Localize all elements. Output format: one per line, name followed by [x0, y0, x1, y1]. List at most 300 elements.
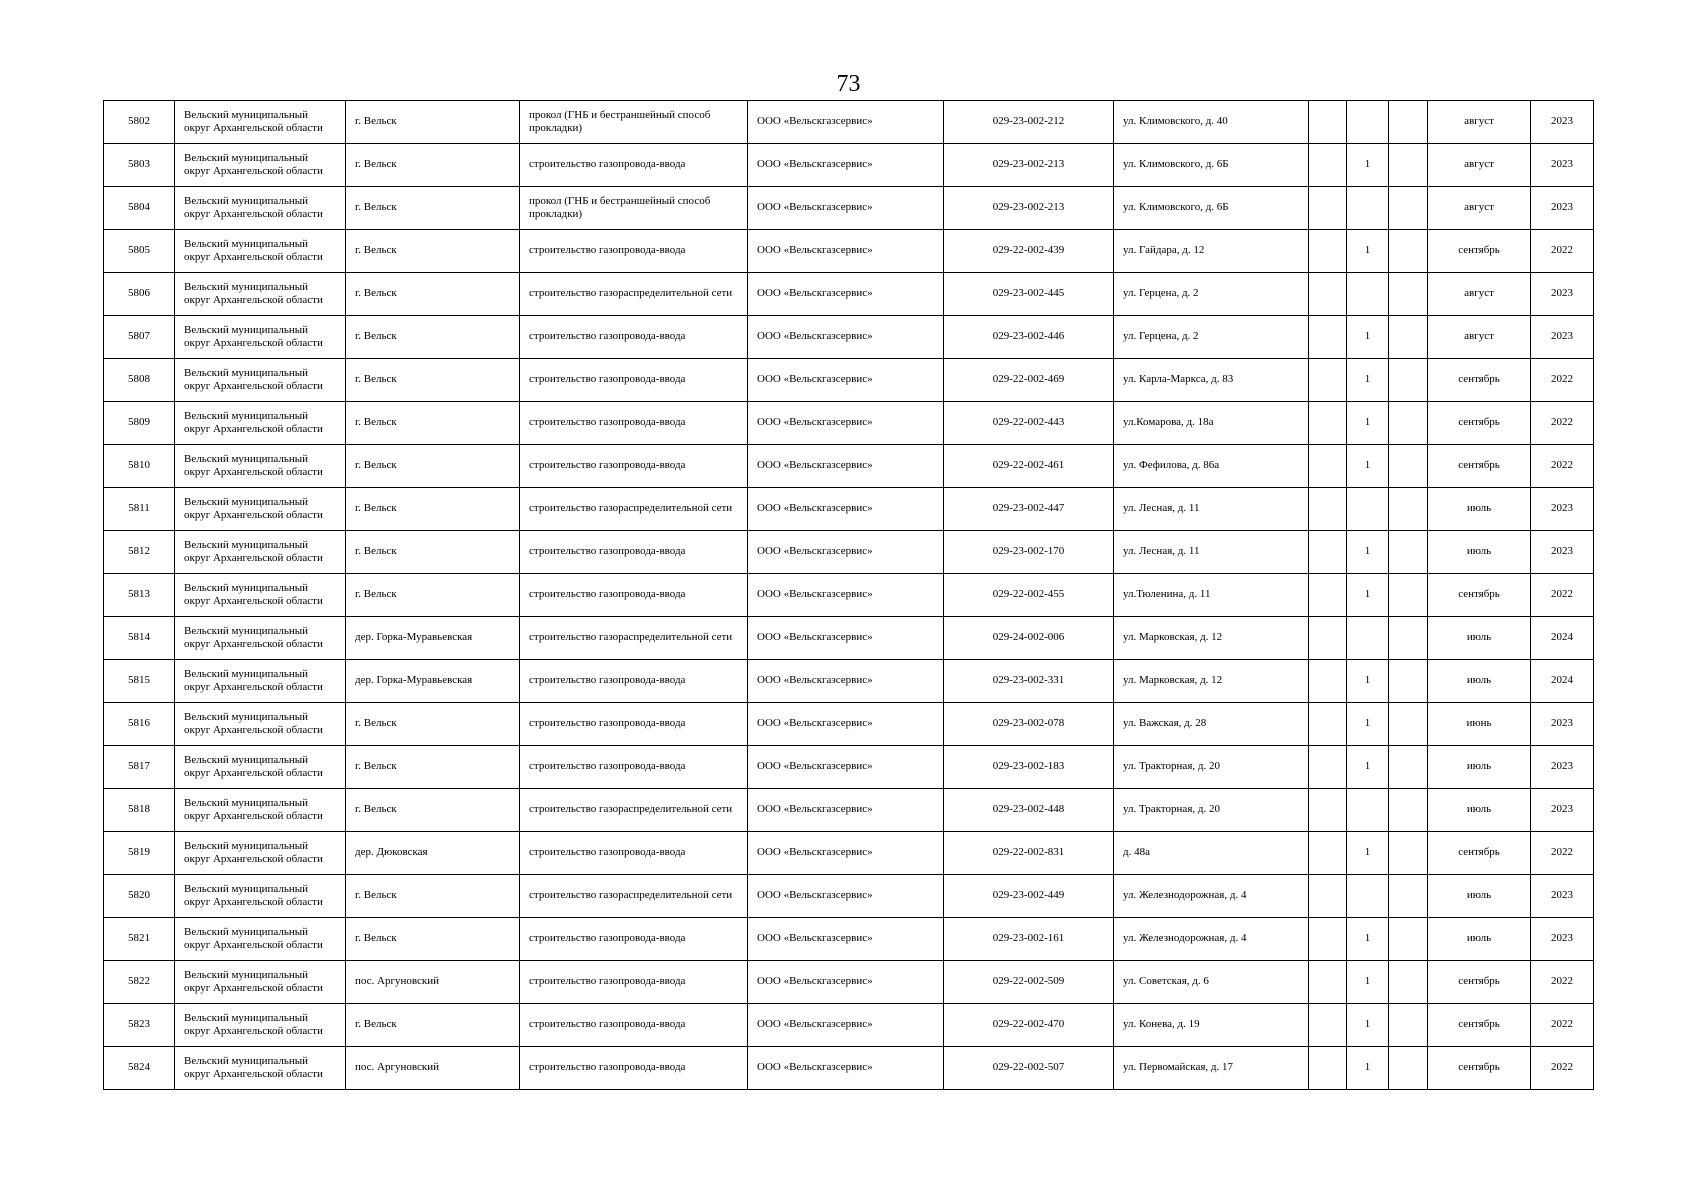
locality-cell: дер. Дюковская: [346, 832, 520, 875]
object-code-cell: 029-23-002-447: [944, 488, 1114, 531]
empty-cell: [1309, 875, 1347, 918]
locality-cell: дер. Горка-Муравьевская: [346, 617, 520, 660]
object-code-cell: 029-22-002-831: [944, 832, 1114, 875]
empty-cell: [1309, 101, 1347, 144]
count-cell: 1: [1347, 359, 1389, 402]
year-cell: 2022: [1531, 445, 1594, 488]
count-cell: 1: [1347, 832, 1389, 875]
locality-cell: г. Вельск: [346, 402, 520, 445]
table-row: [104, 918, 1594, 961]
work-type-cell: строительство газопровода-ввода: [520, 402, 748, 445]
row-number-cell: 5816: [104, 703, 175, 746]
locality-cell: пос. Аргуновский: [346, 961, 520, 1004]
row-number-cell: 5808: [104, 359, 175, 402]
table-row: [104, 1004, 1594, 1047]
year-cell: 2023: [1531, 187, 1594, 230]
year-cell: 2023: [1531, 789, 1594, 832]
municipality-cell: Вельский муниципальный округ Архангельской области: [175, 703, 346, 746]
organization-cell: ООО «Вельскгазсервис»: [748, 273, 944, 316]
work-type-cell: строительство газораспределительной сети: [520, 875, 748, 918]
organization-cell: ООО «Вельскгазсервис»: [748, 359, 944, 402]
table-row: [104, 574, 1594, 617]
year-cell: 2023: [1531, 746, 1594, 789]
row-number-cell: 5805: [104, 230, 175, 273]
year-cell: 2023: [1531, 316, 1594, 359]
row-number-cell: 5818: [104, 789, 175, 832]
year-cell: 2022: [1531, 1047, 1594, 1090]
municipality-cell: Вельский муниципальный округ Архангельской области: [175, 832, 346, 875]
locality-cell: г. Вельск: [346, 703, 520, 746]
work-type-cell: строительство газораспределительной сети: [520, 789, 748, 832]
locality-cell: г. Вельск: [346, 273, 520, 316]
municipality-cell: Вельский муниципальный округ Архангельской области: [175, 875, 346, 918]
year-cell: 2023: [1531, 918, 1594, 961]
empty-cell: [1389, 789, 1428, 832]
table-row: [104, 316, 1594, 359]
organization-cell: ООО «Вельскгазсервис»: [748, 488, 944, 531]
month-cell: август: [1428, 316, 1531, 359]
object-code-cell: 029-24-002-006: [944, 617, 1114, 660]
municipality-cell: Вельский муниципальный округ Архангельской области: [175, 316, 346, 359]
municipality-cell: Вельский муниципальный округ Архангельской области: [175, 445, 346, 488]
table-row: [104, 789, 1594, 832]
organization-cell: ООО «Вельскгазсервис»: [748, 1047, 944, 1090]
municipality-cell: Вельский муниципальный округ Архангельской области: [175, 144, 346, 187]
month-cell: июнь: [1428, 703, 1531, 746]
empty-cell: [1309, 402, 1347, 445]
month-cell: июль: [1428, 488, 1531, 531]
address-cell: ул. Тракторная, д. 20: [1114, 746, 1309, 789]
work-type-cell: строительство газопровода-ввода: [520, 144, 748, 187]
row-number-cell: 5804: [104, 187, 175, 230]
empty-cell: [1309, 1004, 1347, 1047]
locality-cell: г. Вельск: [346, 316, 520, 359]
row-number-cell: 5813: [104, 574, 175, 617]
empty-cell: [1389, 359, 1428, 402]
locality-cell: г. Вельск: [346, 144, 520, 187]
address-cell: ул. Герцена, д. 2: [1114, 273, 1309, 316]
month-cell: август: [1428, 273, 1531, 316]
year-cell: 2023: [1531, 101, 1594, 144]
row-number-cell: 5819: [104, 832, 175, 875]
count-cell: 1: [1347, 746, 1389, 789]
empty-cell: [1389, 445, 1428, 488]
month-cell: июль: [1428, 875, 1531, 918]
year-cell: 2022: [1531, 230, 1594, 273]
locality-cell: г. Вельск: [346, 488, 520, 531]
table-row: [104, 875, 1594, 918]
empty-cell: [1309, 316, 1347, 359]
table-row: [104, 445, 1594, 488]
object-code-cell: 029-22-002-509: [944, 961, 1114, 1004]
count-cell: 1: [1347, 230, 1389, 273]
address-cell: ул. Первомайская, д. 17: [1114, 1047, 1309, 1090]
month-cell: июль: [1428, 531, 1531, 574]
row-number-cell: 5803: [104, 144, 175, 187]
organization-cell: ООО «Вельскгазсервис»: [748, 445, 944, 488]
municipality-cell: Вельский муниципальный округ Архангельской области: [175, 230, 346, 273]
row-number-cell: 5810: [104, 445, 175, 488]
work-type-cell: строительство газопровода-ввода: [520, 445, 748, 488]
organization-cell: ООО «Вельскгазсервис»: [748, 187, 944, 230]
page-number: 73: [836, 71, 861, 97]
work-type-cell: строительство газопровода-ввода: [520, 230, 748, 273]
organization-cell: ООО «Вельскгазсервис»: [748, 1004, 944, 1047]
row-number-cell: 5809: [104, 402, 175, 445]
locality-cell: г. Вельск: [346, 574, 520, 617]
organization-cell: ООО «Вельскгазсервис»: [748, 316, 944, 359]
work-type-cell: строительство газопровода-ввода: [520, 961, 748, 1004]
address-cell: ул. Гайдара, д. 12: [1114, 230, 1309, 273]
object-code-cell: 029-23-002-331: [944, 660, 1114, 703]
count-cell: 1: [1347, 531, 1389, 574]
row-number-cell: 5802: [104, 101, 175, 144]
count-cell: 1: [1347, 445, 1389, 488]
municipality-cell: Вельский муниципальный округ Архангельской области: [175, 273, 346, 316]
locality-cell: дер. Горка-Муравьевская: [346, 660, 520, 703]
row-number-cell: 5823: [104, 1004, 175, 1047]
empty-cell: [1309, 1047, 1347, 1090]
table-row: [104, 273, 1594, 316]
work-type-cell: прокол (ГНБ и бестраншейный способ прокладки): [520, 187, 748, 230]
locality-cell: г. Вельск: [346, 531, 520, 574]
month-cell: сентябрь: [1428, 832, 1531, 875]
empty-cell: [1309, 531, 1347, 574]
year-cell: 2023: [1531, 875, 1594, 918]
empty-cell: [1389, 488, 1428, 531]
address-cell: ул. Лесная, д. 11: [1114, 531, 1309, 574]
empty-cell: [1309, 832, 1347, 875]
year-cell: 2023: [1531, 273, 1594, 316]
month-cell: сентябрь: [1428, 961, 1531, 1004]
municipality-cell: Вельский муниципальный округ Архангельской области: [175, 187, 346, 230]
address-cell: ул. Марковская, д. 12: [1114, 660, 1309, 703]
object-code-cell: 029-22-002-469: [944, 359, 1114, 402]
organization-cell: ООО «Вельскгазсервис»: [748, 918, 944, 961]
row-number-cell: 5806: [104, 273, 175, 316]
empty-cell: [1389, 402, 1428, 445]
row-number-cell: 5824: [104, 1047, 175, 1090]
address-cell: ул.Комарова, д. 18а: [1114, 402, 1309, 445]
count-cell: 1: [1347, 574, 1389, 617]
organization-cell: ООО «Вельскгазсервис»: [748, 660, 944, 703]
month-cell: август: [1428, 144, 1531, 187]
year-cell: 2022: [1531, 359, 1594, 402]
object-code-cell: 029-23-002-213: [944, 144, 1114, 187]
municipality-cell: Вельский муниципальный округ Архангельской области: [175, 660, 346, 703]
row-number-cell: 5814: [104, 617, 175, 660]
table-row: [104, 359, 1594, 402]
work-type-cell: строительство газораспределительной сети: [520, 617, 748, 660]
empty-cell: [1389, 703, 1428, 746]
table-row: [104, 187, 1594, 230]
month-cell: сентябрь: [1428, 1004, 1531, 1047]
table-row: [104, 402, 1594, 445]
year-cell: 2022: [1531, 832, 1594, 875]
empty-cell: [1389, 832, 1428, 875]
locality-cell: г. Вельск: [346, 187, 520, 230]
address-cell: ул. Карла-Маркса, д. 83: [1114, 359, 1309, 402]
work-type-cell: строительство газопровода-ввода: [520, 746, 748, 789]
locality-cell: г. Вельск: [346, 746, 520, 789]
empty-cell: [1309, 230, 1347, 273]
empty-cell: [1309, 445, 1347, 488]
locality-cell: пос. Аргуновский: [346, 1047, 520, 1090]
empty-cell: [1309, 144, 1347, 187]
year-cell: 2022: [1531, 402, 1594, 445]
locality-cell: г. Вельск: [346, 230, 520, 273]
month-cell: сентябрь: [1428, 230, 1531, 273]
address-cell: ул. Важская, д. 28: [1114, 703, 1309, 746]
month-cell: июль: [1428, 660, 1531, 703]
count-cell: 1: [1347, 1047, 1389, 1090]
count-cell: [1347, 101, 1389, 144]
organization-cell: ООО «Вельскгазсервис»: [748, 574, 944, 617]
object-code-cell: 029-23-002-183: [944, 746, 1114, 789]
empty-cell: [1389, 1004, 1428, 1047]
row-number-cell: 5811: [104, 488, 175, 531]
table-row: [104, 746, 1594, 789]
empty-cell: [1389, 1047, 1428, 1090]
count-cell: 1: [1347, 660, 1389, 703]
work-type-cell: строительство газопровода-ввода: [520, 574, 748, 617]
organization-cell: ООО «Вельскгазсервис»: [748, 531, 944, 574]
municipality-cell: Вельский муниципальный округ Архангельской области: [175, 488, 346, 531]
table-row: [104, 1047, 1594, 1090]
table-row: [104, 101, 1594, 144]
empty-cell: [1309, 187, 1347, 230]
empty-cell: [1309, 746, 1347, 789]
row-number-cell: 5815: [104, 660, 175, 703]
address-cell: ул. Конева, д. 19: [1114, 1004, 1309, 1047]
locality-cell: г. Вельск: [346, 875, 520, 918]
organization-cell: ООО «Вельскгазсервис»: [748, 746, 944, 789]
empty-cell: [1389, 144, 1428, 187]
count-cell: 1: [1347, 918, 1389, 961]
address-cell: ул. Тракторная, д. 20: [1114, 789, 1309, 832]
empty-cell: [1309, 488, 1347, 531]
year-cell: 2022: [1531, 1004, 1594, 1047]
month-cell: июль: [1428, 789, 1531, 832]
count-cell: [1347, 617, 1389, 660]
address-cell: ул. Советская, д. 6: [1114, 961, 1309, 1004]
empty-cell: [1309, 703, 1347, 746]
locality-cell: г. Вельск: [346, 789, 520, 832]
address-cell: ул. Марковская, д. 12: [1114, 617, 1309, 660]
work-type-cell: строительство газораспределительной сети: [520, 488, 748, 531]
year-cell: 2023: [1531, 703, 1594, 746]
object-code-cell: 029-23-002-446: [944, 316, 1114, 359]
table-row: [104, 961, 1594, 1004]
organization-cell: ООО «Вельскгазсервис»: [748, 144, 944, 187]
organization-cell: ООО «Вельскгазсервис»: [748, 832, 944, 875]
year-cell: 2024: [1531, 617, 1594, 660]
year-cell: 2022: [1531, 574, 1594, 617]
table-row: [104, 531, 1594, 574]
count-cell: 1: [1347, 144, 1389, 187]
empty-cell: [1389, 187, 1428, 230]
organization-cell: ООО «Вельскгазсервис»: [748, 789, 944, 832]
organization-cell: ООО «Вельскгазсервис»: [748, 875, 944, 918]
object-code-cell: 029-23-002-212: [944, 101, 1114, 144]
year-cell: 2023: [1531, 488, 1594, 531]
work-type-cell: прокол (ГНБ и бестраншейный способ прокладки): [520, 101, 748, 144]
object-code-cell: 029-22-002-461: [944, 445, 1114, 488]
work-type-cell: строительство газопровода-ввода: [520, 1004, 748, 1047]
work-type-cell: строительство газораспределительной сети: [520, 273, 748, 316]
count-cell: 1: [1347, 1004, 1389, 1047]
organization-cell: ООО «Вельскгазсервис»: [748, 101, 944, 144]
object-code-cell: 029-23-002-078: [944, 703, 1114, 746]
count-cell: 1: [1347, 961, 1389, 1004]
address-cell: д. 48а: [1114, 832, 1309, 875]
address-cell: ул. Герцена, д. 2: [1114, 316, 1309, 359]
month-cell: август: [1428, 187, 1531, 230]
empty-cell: [1309, 961, 1347, 1004]
municipality-cell: Вельский муниципальный округ Архангельской области: [175, 918, 346, 961]
address-cell: ул. Климовского, д. 40: [1114, 101, 1309, 144]
municipality-cell: Вельский муниципальный округ Архангельской области: [175, 574, 346, 617]
month-cell: сентябрь: [1428, 1047, 1531, 1090]
count-cell: [1347, 187, 1389, 230]
count-cell: [1347, 875, 1389, 918]
empty-cell: [1389, 660, 1428, 703]
row-number-cell: 5807: [104, 316, 175, 359]
table-row: [104, 660, 1594, 703]
row-number-cell: 5820: [104, 875, 175, 918]
empty-cell: [1389, 746, 1428, 789]
empty-cell: [1389, 574, 1428, 617]
row-number-cell: 5821: [104, 918, 175, 961]
month-cell: сентябрь: [1428, 359, 1531, 402]
object-code-cell: 029-22-002-455: [944, 574, 1114, 617]
row-number-cell: 5812: [104, 531, 175, 574]
object-code-cell: 029-23-002-170: [944, 531, 1114, 574]
organization-cell: ООО «Вельскгазсервис»: [748, 703, 944, 746]
count-cell: 1: [1347, 703, 1389, 746]
work-type-cell: строительство газопровода-ввода: [520, 703, 748, 746]
row-number-cell: 5822: [104, 961, 175, 1004]
year-cell: 2022: [1531, 961, 1594, 1004]
address-cell: ул. Лесная, д. 11: [1114, 488, 1309, 531]
empty-cell: [1389, 918, 1428, 961]
year-cell: 2023: [1531, 531, 1594, 574]
month-cell: сентябрь: [1428, 445, 1531, 488]
month-cell: сентябрь: [1428, 402, 1531, 445]
empty-cell: [1309, 273, 1347, 316]
work-type-cell: строительство газопровода-ввода: [520, 359, 748, 402]
municipality-cell: Вельский муниципальный округ Архангельской области: [175, 617, 346, 660]
organization-cell: ООО «Вельскгазсервис»: [748, 230, 944, 273]
empty-cell: [1309, 789, 1347, 832]
month-cell: июль: [1428, 746, 1531, 789]
municipality-cell: Вельский муниципальный округ Архангельской области: [175, 1004, 346, 1047]
empty-cell: [1309, 574, 1347, 617]
count-cell: [1347, 488, 1389, 531]
address-cell: ул. Фефилова, д. 86а: [1114, 445, 1309, 488]
year-cell: 2023: [1531, 144, 1594, 187]
object-code-cell: 029-22-002-443: [944, 402, 1114, 445]
table-row: [104, 703, 1594, 746]
row-number-cell: 5817: [104, 746, 175, 789]
count-cell: 1: [1347, 402, 1389, 445]
municipality-cell: Вельский муниципальный округ Архангельской области: [175, 1047, 346, 1090]
object-code-cell: 029-22-002-470: [944, 1004, 1114, 1047]
organization-cell: ООО «Вельскгазсервис»: [748, 961, 944, 1004]
work-type-cell: строительство газопровода-ввода: [520, 832, 748, 875]
organization-cell: ООО «Вельскгазсервис»: [748, 402, 944, 445]
municipality-cell: Вельский муниципальный округ Архангельской области: [175, 531, 346, 574]
month-cell: июль: [1428, 617, 1531, 660]
gasification-table: [103, 100, 1594, 1090]
object-code-cell: 029-23-002-161: [944, 918, 1114, 961]
locality-cell: г. Вельск: [346, 359, 520, 402]
empty-cell: [1389, 961, 1428, 1004]
locality-cell: г. Вельск: [346, 1004, 520, 1047]
address-cell: ул. Климовского, д. 6Б: [1114, 187, 1309, 230]
locality-cell: г. Вельск: [346, 101, 520, 144]
empty-cell: [1309, 660, 1347, 703]
object-code-cell: 029-22-002-507: [944, 1047, 1114, 1090]
empty-cell: [1389, 230, 1428, 273]
object-code-cell: 029-23-002-445: [944, 273, 1114, 316]
address-cell: ул. Железнодорожная, д. 4: [1114, 875, 1309, 918]
table-row: [104, 144, 1594, 187]
organization-cell: ООО «Вельскгазсервис»: [748, 617, 944, 660]
work-type-cell: строительство газопровода-ввода: [520, 1047, 748, 1090]
empty-cell: [1389, 531, 1428, 574]
count-cell: 1: [1347, 316, 1389, 359]
count-cell: [1347, 273, 1389, 316]
locality-cell: г. Вельск: [346, 918, 520, 961]
empty-cell: [1389, 316, 1428, 359]
municipality-cell: Вельский муниципальный округ Архангельской области: [175, 101, 346, 144]
empty-cell: [1389, 273, 1428, 316]
object-code-cell: 029-23-002-213: [944, 187, 1114, 230]
table-row: [104, 617, 1594, 660]
empty-cell: [1309, 918, 1347, 961]
month-cell: сентябрь: [1428, 574, 1531, 617]
month-cell: июль: [1428, 918, 1531, 961]
municipality-cell: Вельский муниципальный округ Архангельской области: [175, 746, 346, 789]
municipality-cell: Вельский муниципальный округ Архангельской области: [175, 789, 346, 832]
table-row: [104, 230, 1594, 273]
empty-cell: [1389, 875, 1428, 918]
address-cell: ул.Тюленина, д. 11: [1114, 574, 1309, 617]
municipality-cell: Вельский муниципальный округ Архангельской области: [175, 961, 346, 1004]
municipality-cell: Вельский муниципальный округ Архангельской области: [175, 402, 346, 445]
table-row: [104, 488, 1594, 531]
empty-cell: [1389, 101, 1428, 144]
month-cell: август: [1428, 101, 1531, 144]
object-code-cell: 029-23-002-448: [944, 789, 1114, 832]
count-cell: [1347, 789, 1389, 832]
empty-cell: [1309, 359, 1347, 402]
work-type-cell: строительство газопровода-ввода: [520, 918, 748, 961]
work-type-cell: строительство газопровода-ввода: [520, 531, 748, 574]
object-code-cell: 029-23-002-449: [944, 875, 1114, 918]
work-type-cell: строительство газопровода-ввода: [520, 660, 748, 703]
locality-cell: г. Вельск: [346, 445, 520, 488]
municipality-cell: Вельский муниципальный округ Архангельской области: [175, 359, 346, 402]
object-code-cell: 029-22-002-439: [944, 230, 1114, 273]
address-cell: ул. Климовского, д. 6Б: [1114, 144, 1309, 187]
address-cell: ул. Железнодорожная, д. 4: [1114, 918, 1309, 961]
year-cell: 2024: [1531, 660, 1594, 703]
work-type-cell: строительство газопровода-ввода: [520, 316, 748, 359]
empty-cell: [1389, 617, 1428, 660]
empty-cell: [1309, 617, 1347, 660]
